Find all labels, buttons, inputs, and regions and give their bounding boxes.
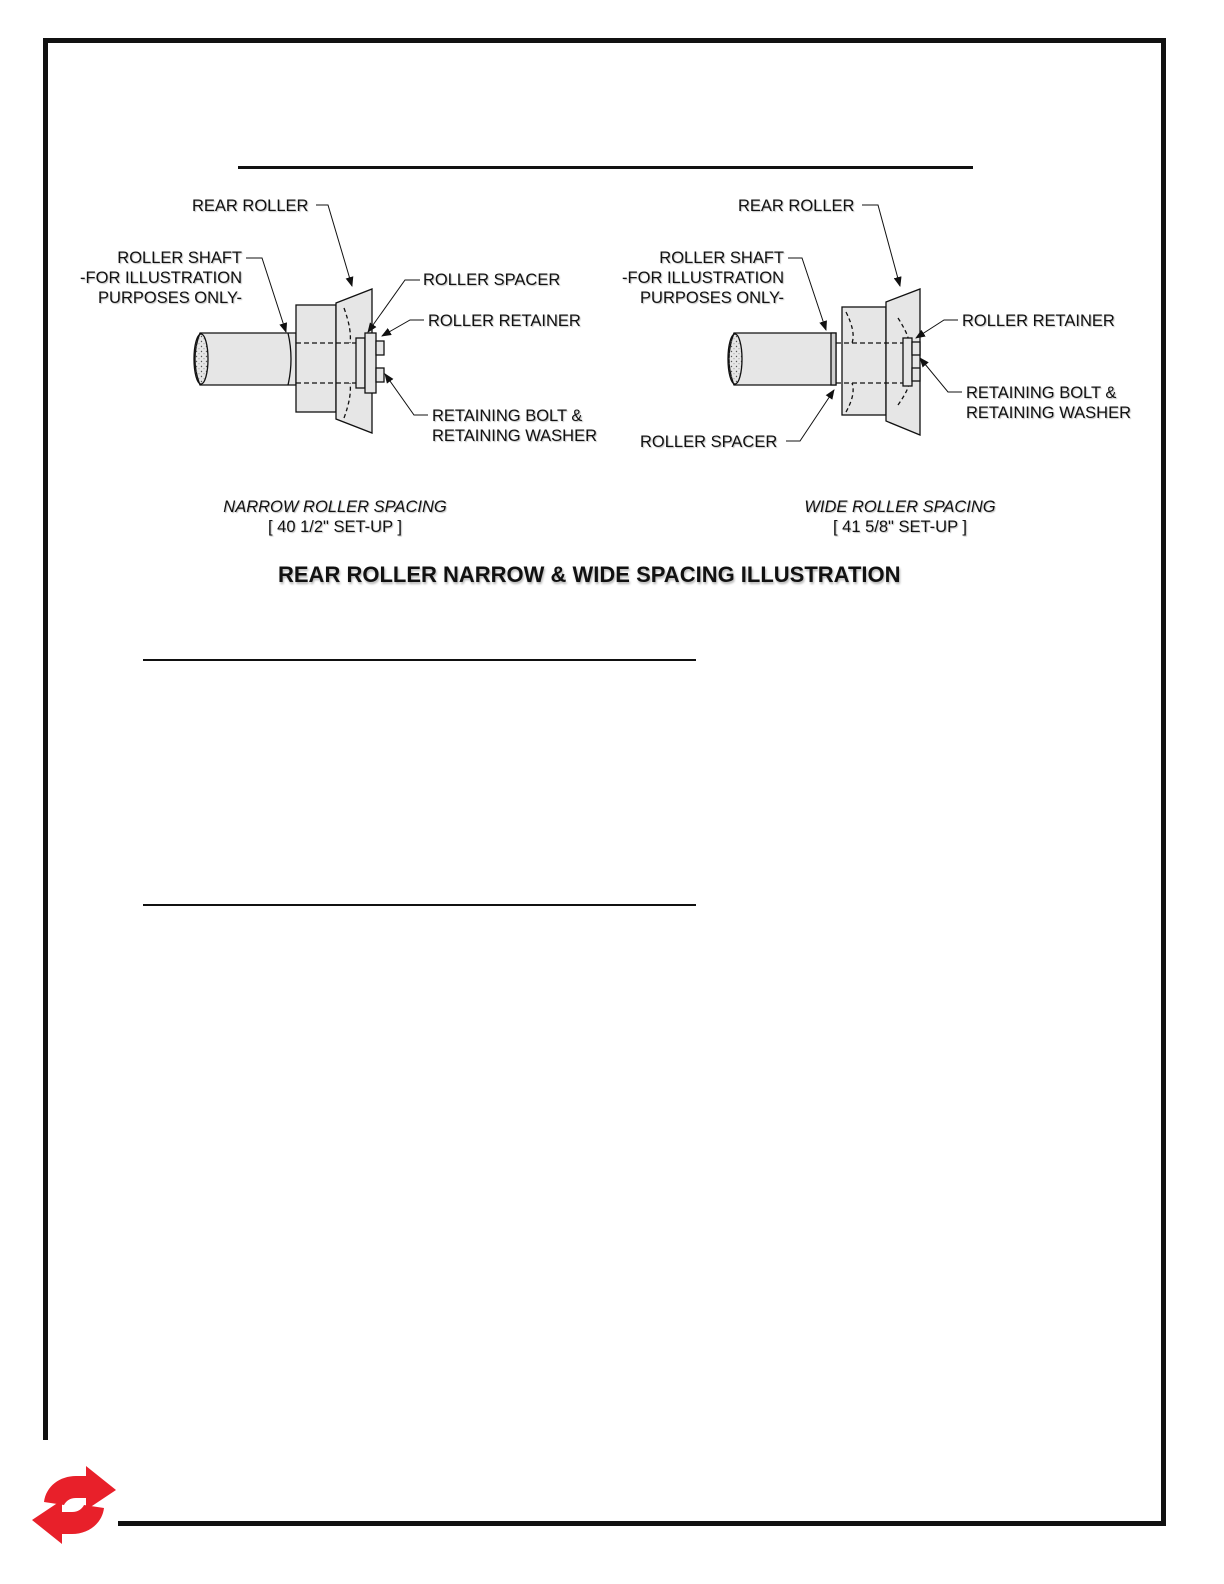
narrow-label-roller-shaft-line2: -FOR ILLUSTRATION: [80, 269, 242, 287]
narrow-label-roller-spacer: ROLLER SPACER: [423, 271, 561, 289]
wide-label-retaining-washer: RETAINING WASHER: [966, 404, 1132, 422]
narrow-label-retaining-washer: RETAINING WASHER: [432, 427, 598, 445]
section-rule-middle: [143, 659, 696, 661]
wide-label-roller-shaft-line3: PURPOSES ONLY-: [640, 289, 784, 307]
wide-label-rear-roller: REAR ROLLER: [738, 197, 855, 215]
wide-label-roller-spacer: ROLLER SPACER: [640, 433, 778, 451]
wide-label-roller-retainer: ROLLER RETAINER: [962, 312, 1115, 330]
page-frame-bottom: [118, 1521, 1166, 1526]
illustration-caption: REAR ROLLER NARROW & WIDE SPACING ILLUSTRATION: [278, 562, 901, 587]
wide-roller-drawing: [728, 289, 920, 435]
narrow-label-roller-shaft-line3: PURPOSES ONLY-: [98, 289, 242, 307]
narrow-label-retaining-bolt: RETAINING BOLT &: [432, 407, 583, 425]
narrow-label-roller-shaft-line1: ROLLER SHAFT: [117, 249, 242, 267]
wide-spacing-setup: [ 41 5/8" SET-UP ]: [833, 518, 967, 536]
narrow-label-rear-roller: REAR ROLLER: [192, 197, 309, 215]
narrow-spacing-setup: [ 40 1/2" SET-UP ]: [268, 518, 402, 536]
narrow-roller-drawing: [194, 289, 384, 433]
wide-label-retaining-bolt: RETAINING BOLT &: [966, 384, 1117, 402]
wide-spacing-title: WIDE ROLLER SPACING: [804, 498, 996, 516]
wide-label-roller-shaft-line1: ROLLER SHAFT: [659, 249, 784, 267]
circular-arrows-logo-icon: [28, 1464, 120, 1546]
narrow-label-roller-retainer: ROLLER RETAINER: [428, 312, 581, 330]
narrow-spacing-title: NARROW ROLLER SPACING: [223, 498, 447, 516]
wide-label-roller-shaft-line2: -FOR ILLUSTRATION: [622, 269, 784, 287]
section-rule-lower: [143, 904, 696, 906]
